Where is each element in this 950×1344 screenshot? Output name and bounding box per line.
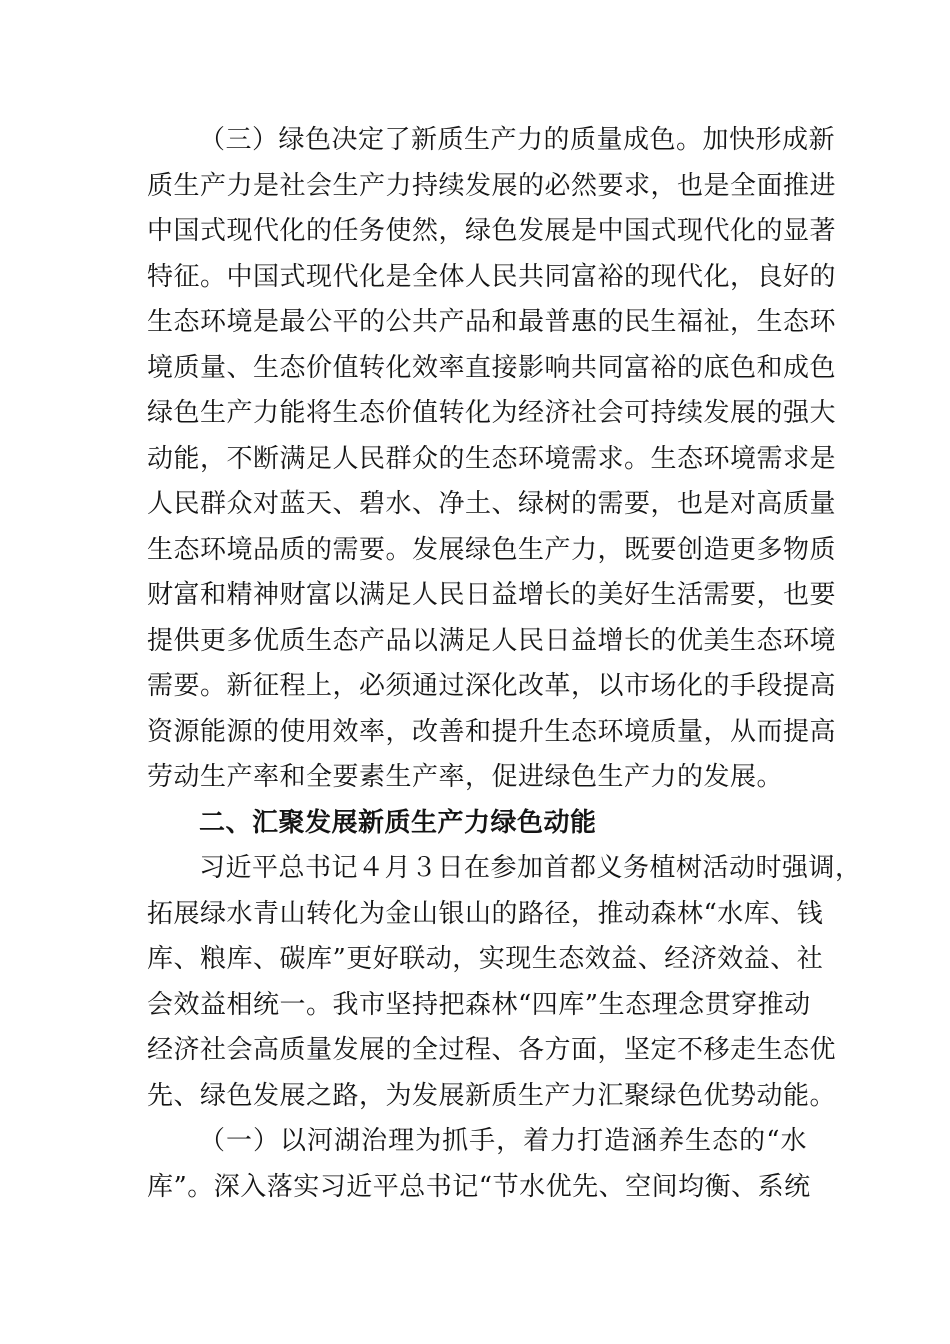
paragraph-line: （一）以河湖治理为抓手，着力打造涵养生态的“水 — [199, 1126, 807, 1156]
paragraph-line: 劳动生产率和全要素生产率，促进绿色生产力的发展。 — [147, 762, 784, 792]
paragraph-line: 习近平总书记４月３日在参加首都义务植树活动时强调， — [199, 853, 862, 883]
paragraph-line: 库、粮库、碳库”更好联动，实现生态效益、经济效益、社 — [147, 944, 824, 974]
paragraph-line: 生态环境品质的需要。发展绿色生产力，既要创造更多物质 — [147, 534, 837, 565]
paragraph-line: 绿色生产力能将生态价值转化为经济社会可持续发展的强大 — [147, 398, 837, 428]
paragraph-line: 先、绿色发展之路，为发展新质生产力汇聚绿色优势动能。 — [147, 1080, 837, 1111]
paragraph-line: 境质量、生态价值转化效率直接影响共同富裕的底色和成色 — [147, 352, 837, 383]
paragraph-line: 拓展绿水青山转化为金山银山的路径，推动森林“水库、钱 — [147, 898, 824, 929]
paragraph-line: 经济社会高质量发展的全过程、各方面，坚定不移走生态优 — [147, 1035, 837, 1065]
paragraph-line: 需要。新征程上，必须通过深化改革，以市场化的手段提高 — [147, 671, 837, 701]
paragraph-line: （三）绿色决定了新质生产力的质量成色。加快形成新 — [199, 125, 836, 155]
paragraph-green-quality — [147, 118, 837, 801]
body-text — [147, 118, 862, 1210]
paragraph-line: 财富和精神财富以满足人民日益增长的美好生活需要，也要 — [147, 580, 837, 610]
paragraph-line: 人民群众对蓝天、碧水、净土、绿树的需要，也是对高质量 — [147, 489, 837, 519]
paragraph-line: 中国式现代化的任务使然，绿色发展是中国式现代化的显著 — [147, 216, 837, 246]
paragraph-line: 质生产力是社会生产力持续发展的必然要求，也是全面推进 — [147, 170, 837, 201]
paragraph-line: 提供更多优质生态产品以满足人民日益增长的优美生态环境 — [147, 625, 837, 656]
paragraph-line: 会效益相统一。我市坚持把森林“四库”生态理念贯穿推动 — [147, 989, 811, 1020]
section-heading: 二、汇聚发展新质生产力绿色动能 — [199, 807, 597, 838]
paragraph-line: 特征。中国式现代化是全体人民共同富裕的现代化，良好的 — [147, 261, 837, 292]
paragraph-line: 生态环境是最公平的公共产品和最普惠的民生福祉，生态环 — [147, 307, 837, 337]
paragraph-four-reservoirs — [147, 846, 862, 1119]
paragraph-line: 动能，不断满足人民群众的生态环境需求。生态环境需求是 — [147, 443, 837, 474]
paragraph-line: 库”。深入落实习近平总书记“节水优先、空间均衡、系统 — [147, 1171, 811, 1202]
paragraph-line: 资源能源的使用效率，改善和提升生态环境质量，从而提高 — [147, 716, 837, 747]
paragraph-water-reservoir — [147, 1119, 811, 1210]
